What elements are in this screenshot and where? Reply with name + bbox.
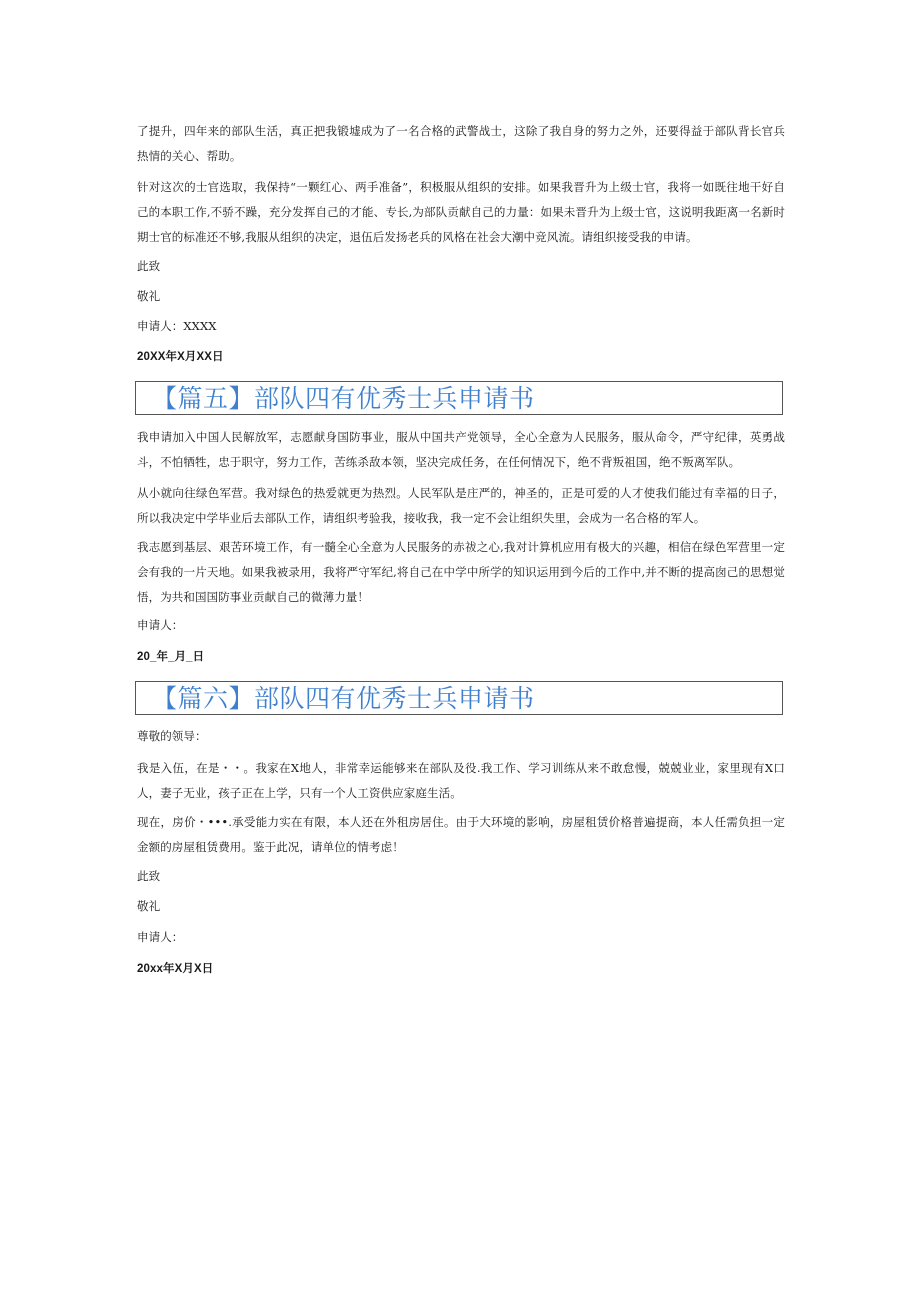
section-five-paragraph-2: 从小就向往绿色军营。我对绿色的热爱就更为热烈。人民军队是庄严的，神圣的，正是可爱的人才使我们能过有幸福的日子，所以我决定中学毕业后去部队工作，请组织考验我，接收我，我一定不会让组织失里，会成为一名合格的军人。: [137, 486, 785, 525]
section-six-paragraph-2: 现在，房价・•••.承受能力实在有限，本人还在外租房居住。由于大环境的影响，房屋租赁价格普遍提商，本人任需负担一定金额的房屋租赁费用。鉴于此况，请单位的情考虑！: [137, 815, 785, 854]
section-six-paragraph-1: 我是入伍，在是・・。我家在X地人，非常幸运能够来在部队及役.我工作、学习训练从来不敢怠慢，兢兢业业，家里现有X口人，妻子无业，孩子正在上学，只有一个人工资供应家庭生活。: [137, 761, 785, 800]
applicant-line: 申请人：XXXX: [137, 319, 217, 333]
date-line: 20_年_月_日: [137, 651, 205, 663]
section-five-paragraph-1: 我申请加入中国人民解放军，志愿献身国防事业，服从中国共产党领导，全心全意为人民服务，服从命令，严守纪律，英勇战斗，不怕牺牲，忠于职守，努力工作，苦练杀敌本领，坚决完成任务，在任何情况下，绝不背叛祖国，绝不叛离军队。: [137, 430, 785, 469]
section-five-heading: 【篇五】部队四有优秀士兵申请书: [135, 381, 783, 415]
closing-salutation: 此致: [137, 869, 161, 883]
applicant-line: 申请人：: [137, 930, 184, 944]
section-four-paragraph-2: 针对这次的士官选取，我保持“一颗红心、两手准备”，积极服从组织的安排。如果我晋升为上级士官，我将一如既往地干好自己的本职工作,不骄不躁，充分发挥自己的才能、专长,为部队贡献自己的力量：如果未晋升为上级士官，这说明我距离一名新时期士官的标准还不够,我服从组织的决定，退伍后发扬老兵的风格在社会大潮中竞风流。请组织接受我的申请。: [137, 180, 785, 244]
greeting: 尊敬的领导：: [137, 729, 207, 743]
applicant-line: 申请人：: [137, 618, 184, 632]
closing-salutation: 此致: [137, 259, 161, 273]
date-line: 20xx年X月X日: [137, 963, 214, 975]
closing-regards: 敬礼: [137, 289, 161, 303]
section-six-heading: 【篇六】部队四有优秀士兵申请书: [135, 681, 783, 715]
closing-regards: 敬礼: [137, 899, 161, 913]
section-four-paragraph-1: 了提升，四年来的部队生活，真正把我锻墟成为了一名合格的武警战士，这除了我自身的努力之外，还要得益于部队背长官兵热情的关心、帮助。: [137, 124, 785, 163]
date-line: 20XX年X月XX日: [137, 351, 224, 363]
section-five-paragraph-3: 我志愿到基层、艰苦环境工作，有一髓全心全意为人民服务的赤祓之心,我对计算机应用有极大的兴趣，相信在绿色军营里一定会有我的一片天地。如果我被录用，我将严守军纪,将自己在中学中所学的知识运用到今后的工作中,并不断的提高囱己的思想觉悟，为共和国国防事业贡献自己的微薄力量！: [137, 540, 785, 604]
